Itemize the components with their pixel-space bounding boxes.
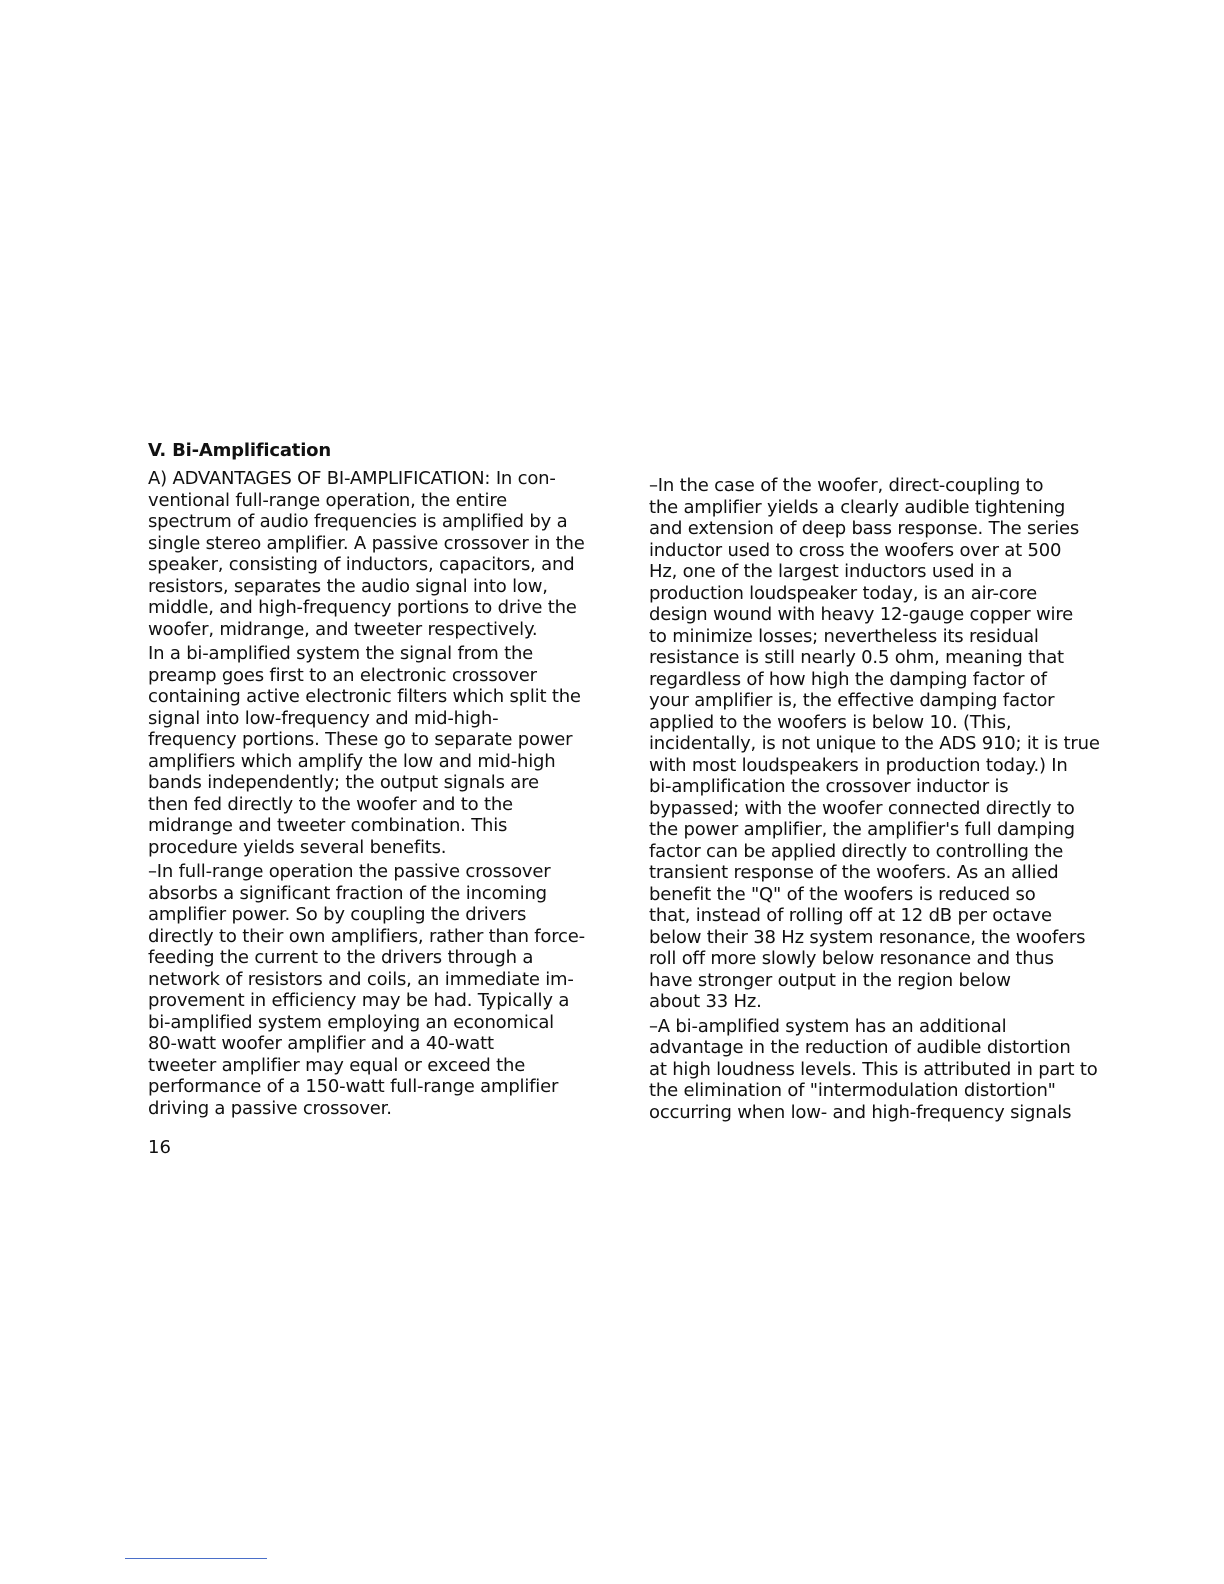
paragraph-woofer-direct-coupling: –In the case of the woofer, direct-coupling to the amplifier yields a clearly audible tightening and extension of deep bass response. The series inductor used to cross the woofers over at 500 Hz, one of the largest inductors used in a production loudspeaker today, is an air-core design wound with heavy 12-gauge copper wire to minimize losses; nevertheless its residual resistance is still nearly 0.5 ohm, meaning that regardless of how high the damping factor of your amplifier is, the effective damping factor applied to the woofers is below 10. (This, incidentally, is not unique to the ADS 910; it is true with most loudspeakers in production today.) In bi-amplification the crossover inductor is bypassed; with the woofer connected directly to the power amplifier, the amplifier's full damping factor can be applied directly to controlling the transient response of the woofers. As an allied benefit the "Q" of the woofers is reduced so that, instead of rolling off at 12 dB per octave below their 38 Hz system resonance, the woofers roll off more slowly below resonance and thus have stronger output in the region below about 33 Hz. xyxy=(649,475,1100,1012)
right-column xyxy=(649,475,1104,1126)
paragraph-distortion-reduction: –A bi-amplified system has an additional advantage in the reduction of audible distortion at high loudness levels. This is attributed in part to the elimination of "intermodulation distortion" occurring when low- and high-frequency signals xyxy=(649,1015,1098,1123)
paragraph-full-range-operation: –In full-range operation the passive crossover absorbs a significant fraction of the incoming amplifier power. So by coupling the drivers directly to their own amplifiers, rather than force- feeding the current to the drivers through a network of resistors and coils, an immediate im- provement in efficiency may be had. Typically a bi-amplified system employing an economical 80-watt woofer amplifier and a 40-watt tweeter amplifier may equal or exceed the performance of a 150-watt full-range amplifier driving a passive crossover. xyxy=(148,861,585,1119)
left-column xyxy=(148,440,603,1122)
footer-rule xyxy=(125,1558,267,1559)
page-number: 16 xyxy=(148,1137,171,1158)
paragraph-bi-amplified-system: In a bi-amplified system the signal from the preamp goes first to an electronic crossover containing active electronic filters which split the signal into low-frequency and mid-high- frequency portions. These go to separate power amplifiers which amplify the low and mid-high bands independently; the output signals are then fed directly to the woofer and to the midrange and tweeter combination. This procedure yields several benefits. xyxy=(148,643,581,858)
section-title: V. Bi-Amplification xyxy=(148,440,331,461)
paragraph-advantages: A) ADVANTAGES OF BI-AMPLIFICATION: In con- ventional full-range operation, the entire spectrum of audio frequencies is amplified by a single stereo amplifier. A passive crossover in the speaker, consisting of inductors, capacitors, and resistors, separates the audio signal into low, middle, and high-frequency portions to drive the woofer, midrange, and tweeter respectively. xyxy=(148,468,585,640)
